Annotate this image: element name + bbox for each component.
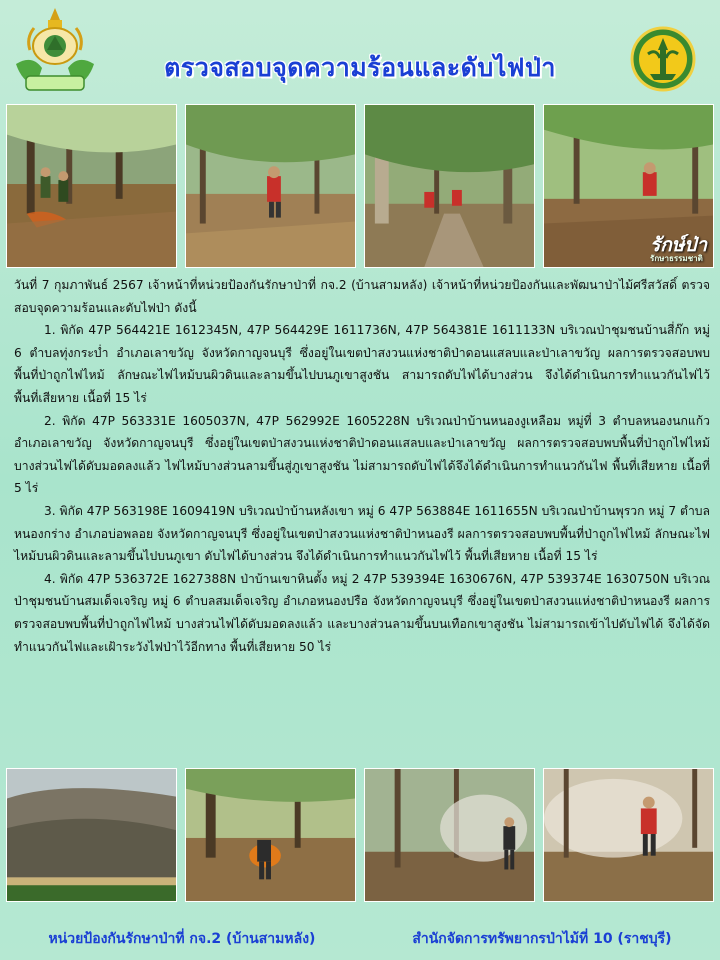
rak-pa-watermark xyxy=(650,236,707,263)
photo-burnt-hillside xyxy=(6,768,177,902)
photo-officer-forest-clearing xyxy=(543,104,714,268)
photo-officer-smoke-forest xyxy=(364,768,535,902)
page-title: ตรวจสอบจุดความร้อนและดับไฟป่า xyxy=(164,53,556,82)
report-intro: วันที่ 7 กุมภาพันธ์ 2567 เจ้าหน้าที่หน่วยป้องกันรักษาป่าที่ กจ.2 (บ้านสามหลัง) เจ้าหน้าที่หน่วยป้องกันและพัฒนาป่าไม้ศรีสวัสดิ์ ตรวจสอบจุดความร้อนและดับไฟป่า ดังนี้ xyxy=(14,278,710,315)
photo-officer-blower-2 xyxy=(185,768,356,902)
bottom-photo-row xyxy=(6,768,714,902)
photo-officers-firebreak-1 xyxy=(6,104,177,268)
forest-department-logo-icon xyxy=(630,26,696,92)
photo-officers-forest-path xyxy=(364,104,535,268)
report-item-2: 2. พิกัด 47P 563331E 1605037N, 47P 562992E 1605228N บริเวณป่าบ้านหนองงูเหลือม หมู่ที่ 3 ตำบลหนองนกแก้ว อำเภอเลาขวัญ จังหวัดกาญจนบุรี ซึ่งอยู่ในเขตป่าสงวนแห่งชาติป่าดอนแสลบและป่าเลาขวัญ ผลการตรวจสอบพบพื้นที่ป่าถูกไฟไหม้ บางส่วนไฟได้ดับมอดลงแล้ว ไฟไหม้บางส่วนลามขึ้นสู่ภูเขาสูงชัน ไม่สามารถดับไฟได้จึงได้ดำเนินการทำแนวกันไฟ พื้นที่เสียหาย เนื้อที่ 5 ไร่ xyxy=(14,413,710,496)
report-item-4: 4. พิกัด 47P 536372E 1627388N ป่าบ้านเขาหินตั้ง หมู่ 2 47P 539394E 1630676N, 47P 539374E 1630750N บริเวณป่าชุมชนบ้านสมเด็จเจริญ หมู่ 6 ตำบลสมเด็จเจริญ อำเภอหนองปรือ จังหวัดกาญจนบุรี ซึ่งอยู่ในเขตป่าสงวนแห่งชาติป่าหนองรี ผลการตรวจสอบพบพื้นที่ป่าถูกไฟไหม้ บางส่วนไฟได้ดับมอดลงแล้ว และบางส่วนลามขึ้นบนเทือกเขาสูงชัน ไม่สามารถเข้าไปดับไฟได้ จึงได้จัดทำแนวกันไฟและเฝ้าระวังไฟป่าไว้อีกทาง พื้นที่เสียหาย 50 ไร่ xyxy=(14,571,710,654)
photo-officer-blower-1 xyxy=(185,104,356,268)
footer xyxy=(0,924,720,954)
watermark-sub: รักษาธรรมชาติ xyxy=(650,254,703,263)
footer-unit-name: หน่วยป้องกันรักษาป่าที่ กจ.2 (บ้านสามหลัง) xyxy=(48,931,316,947)
photo-officer-red-shirt-smoke xyxy=(543,768,714,902)
watermark-main: รักษ์ป่า xyxy=(650,234,707,256)
top-photo-row xyxy=(6,104,714,268)
report-item-1: 1. พิกัด 47P 564421E 1612345N, 47P 564429E 1611736N, 47P 564381E 1611133N บริเวณป่าชุมชนบ้านสี่ก๊ก หมู่ 6 ตำบลทุ่งกระบ่ำ อำเภอเลาขวัญ จังหวัดกาญจนบุรี ซึ่งอยู่ในเขตป่าสงวนแห่งชาติป่าดอนแสลบและป่าเลาขวัญ ผลการตรวจสอบพบพื้นที่ป่าถูกไฟไหม้ ลักษณะไฟไหม้บนผิวดินและลามขึ้นไปบนภูเขาสูงชัน สามารถดับไฟได้บางส่วน จึงได้ดำเนินการทำแนวกันไฟไว้ พื้นที่เสียหาย เนื้อที่ 15 ไร่ xyxy=(14,323,710,405)
report-item-3: 3. พิกัด 47P 563198E 1609419N บริเวณป่าบ้านหลังเขา หมู่ 6 47P 563884E 1611655N บริเวณป่าบ้านพุรวก หมู่ 7 ตำบลหนองกร่าง อำเภอบ่อพลอย จังหวัดกาญจนบุรี ซึ่งอยู่ในเขตป่าสงวนแห่งชาติป่าหนองรี ผลการตรวจสอบพบพื้นที่ป่าถูกไฟไหม้ ลักษณะไฟไหม้บนผิวดินและลามขึ้นไปบนภูเขา ดับไฟได้บางส่วน จึงได้ดำเนินการทำแนวกันไฟไว้ พื้นที่เสียหาย เนื้อที่ 15 ไร่ xyxy=(14,503,710,564)
footer-office-name: สำนักจัดการทรัพยากรป่าไม้ที่ 10 (ราชบุรี) xyxy=(412,931,672,947)
report-body xyxy=(14,274,710,658)
